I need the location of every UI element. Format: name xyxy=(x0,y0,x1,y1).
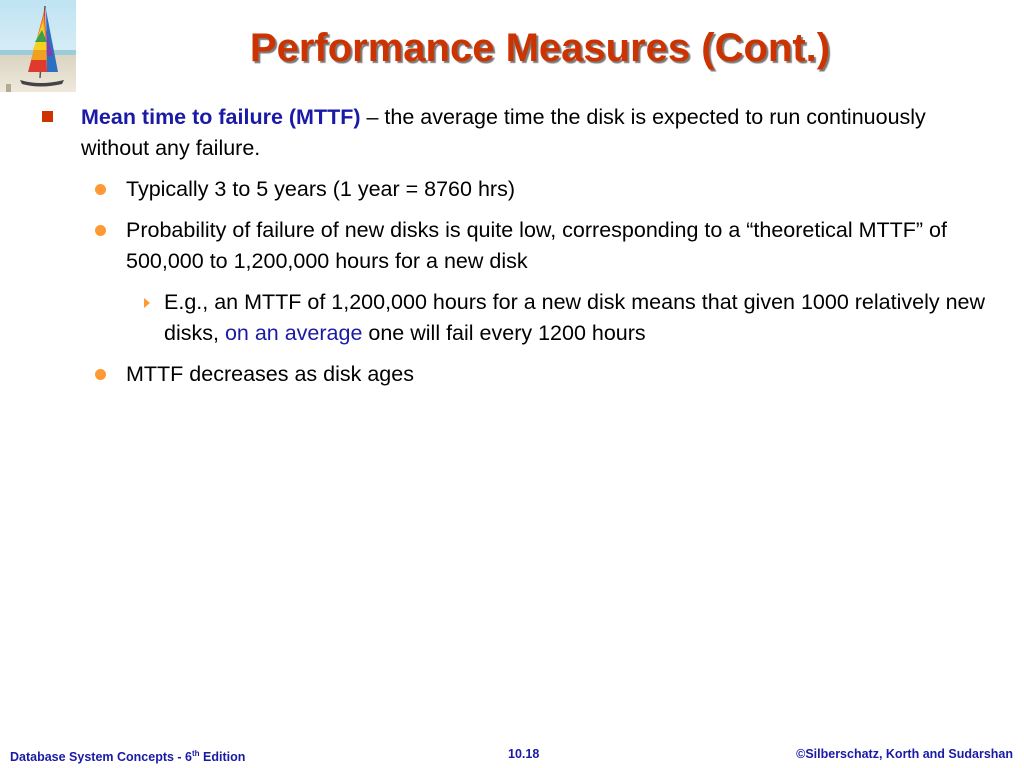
triangle-bullet-icon xyxy=(144,298,150,308)
footer-page-number: 10.18 xyxy=(508,747,540,761)
footer-edition-sup: th xyxy=(192,749,200,758)
sub-bullet-decreases xyxy=(126,359,986,390)
example-emphasis: on an average xyxy=(224,321,363,345)
footer-book-title xyxy=(10,746,245,765)
term-mttf: Mean time to failure (MTTF) xyxy=(81,105,361,129)
footer-copyright: ©Silberschatz, Korth and Sudarshan xyxy=(796,747,1013,761)
mttf-definition: – the average time the disk is expected to run continuously without any failure. xyxy=(81,105,926,160)
sub-bullet-probability xyxy=(126,215,986,277)
footer-book-title-text: Database System Concepts - 6 xyxy=(10,750,193,765)
square-bullet-icon xyxy=(42,111,53,122)
example-text-after: one will fail every 1200 hours xyxy=(362,321,646,345)
sub-bullet-text: Typically 3 to 5 years (1 year = 8760 hrs) xyxy=(126,177,515,201)
dot-bullet-icon xyxy=(95,184,106,195)
example-text-before: E.g., an MTTF of 1,200,000 hours for a new disk means that given 1000 relatively new disks, xyxy=(164,290,986,345)
sub-bullet-text: MTTF decreases as disk ages xyxy=(126,362,414,386)
sub-bullet-typical xyxy=(126,174,986,205)
sub-bullet-text: Probability of failure of new disks is quite low, corresponding to a “theoretical MTTF” of 500,000 to 1,200,000 hours for a new disk xyxy=(126,218,947,273)
dot-bullet-icon xyxy=(95,225,106,236)
bullet-item-mttf xyxy=(81,102,981,164)
slide-title: Performance Measures (Cont.) xyxy=(249,26,831,70)
subsub-bullet-example xyxy=(164,287,1014,349)
footer-edition-text: Edition xyxy=(199,750,246,765)
dot-bullet-icon xyxy=(95,369,106,380)
